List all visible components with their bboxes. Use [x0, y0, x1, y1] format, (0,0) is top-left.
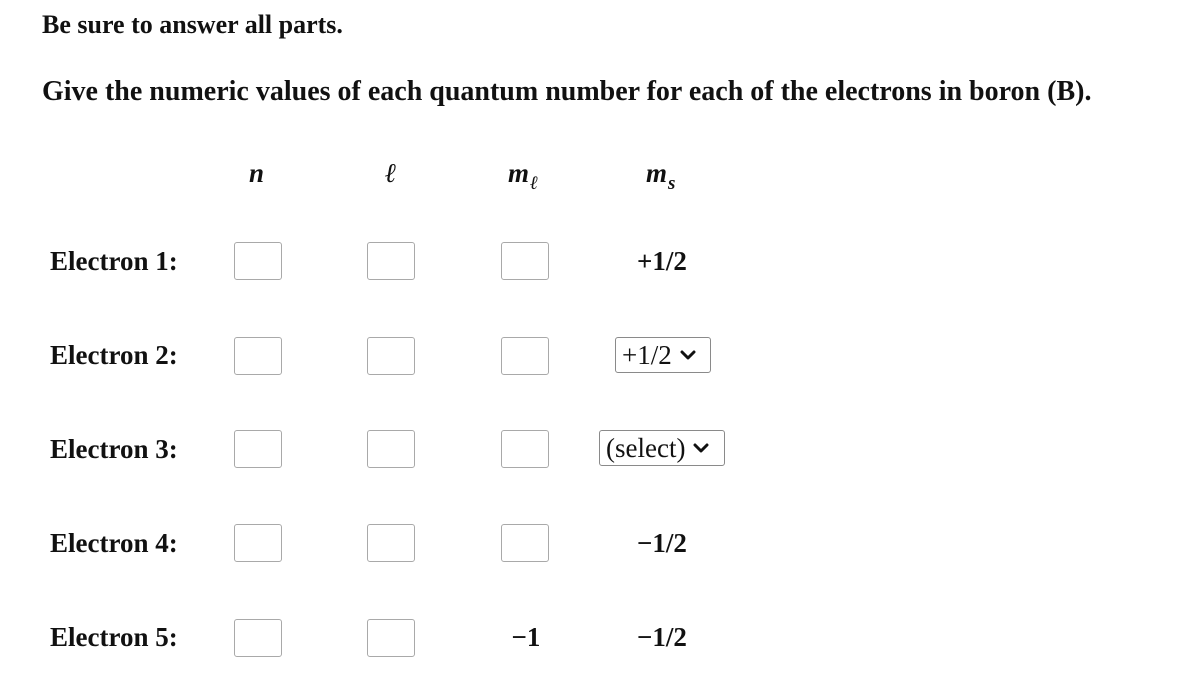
- header-ms-symbol: m: [646, 158, 668, 188]
- header-l-symbol: ℓ: [385, 158, 397, 188]
- header-l: [385, 156, 397, 190]
- electron-5-label: Electron 5:: [50, 622, 178, 652]
- electron-1-l-input[interactable]: [367, 242, 415, 280]
- electron-1-ml-input[interactable]: [501, 242, 549, 280]
- electron-2-l-input[interactable]: [367, 337, 415, 375]
- chevron-down-icon: [693, 440, 709, 456]
- electron-2-ml-input[interactable]: [501, 337, 549, 375]
- header-ml: [508, 156, 538, 194]
- electron-1-ms-value: +1/2: [637, 246, 687, 276]
- electron-2-ms-select[interactable]: [615, 337, 711, 373]
- electron-4-ml-input[interactable]: [501, 524, 549, 562]
- electron-3-n-input[interactable]: [234, 430, 282, 468]
- electron-4-label: Electron 4:: [50, 528, 178, 558]
- electron-3-ml-input[interactable]: [501, 430, 549, 468]
- electron-1-label: Electron 1:: [50, 246, 178, 276]
- header-n: [249, 156, 264, 190]
- electron-5-ms-value: −1/2: [637, 622, 687, 652]
- electron-3-l-input[interactable]: [367, 430, 415, 468]
- electron-3-ms-selected-value: (select): [606, 433, 686, 463]
- electron-5-ml-value: −1: [511, 622, 541, 652]
- instructions-text: Be sure to answer all parts.: [42, 10, 343, 39]
- header-ms-subscript: s: [668, 173, 676, 194]
- electron-4-l-input[interactable]: [367, 524, 415, 562]
- electron-2-label: Electron 2:: [50, 340, 178, 370]
- electron-4-ms-value: −1/2: [637, 528, 687, 558]
- electron-5-n-input[interactable]: [234, 619, 282, 657]
- header-ml-subscript: ℓ: [530, 173, 539, 194]
- electron-4-n-input[interactable]: [234, 524, 282, 562]
- header-ms: [646, 156, 675, 194]
- electron-2-ms-selected-value: +1/2: [622, 340, 672, 370]
- header-ml-symbol: m: [508, 158, 530, 188]
- header-n-symbol: n: [249, 158, 265, 188]
- question-text: Give the numeric values of each quantum number for each of the electrons in boron (B).: [42, 76, 1092, 107]
- electron-3-label: Electron 3:: [50, 434, 178, 464]
- electron-2-n-input[interactable]: [234, 337, 282, 375]
- electron-1-n-input[interactable]: [234, 242, 282, 280]
- electron-3-ms-select[interactable]: [599, 430, 725, 466]
- chevron-down-icon: [680, 347, 696, 363]
- electron-5-l-input[interactable]: [367, 619, 415, 657]
